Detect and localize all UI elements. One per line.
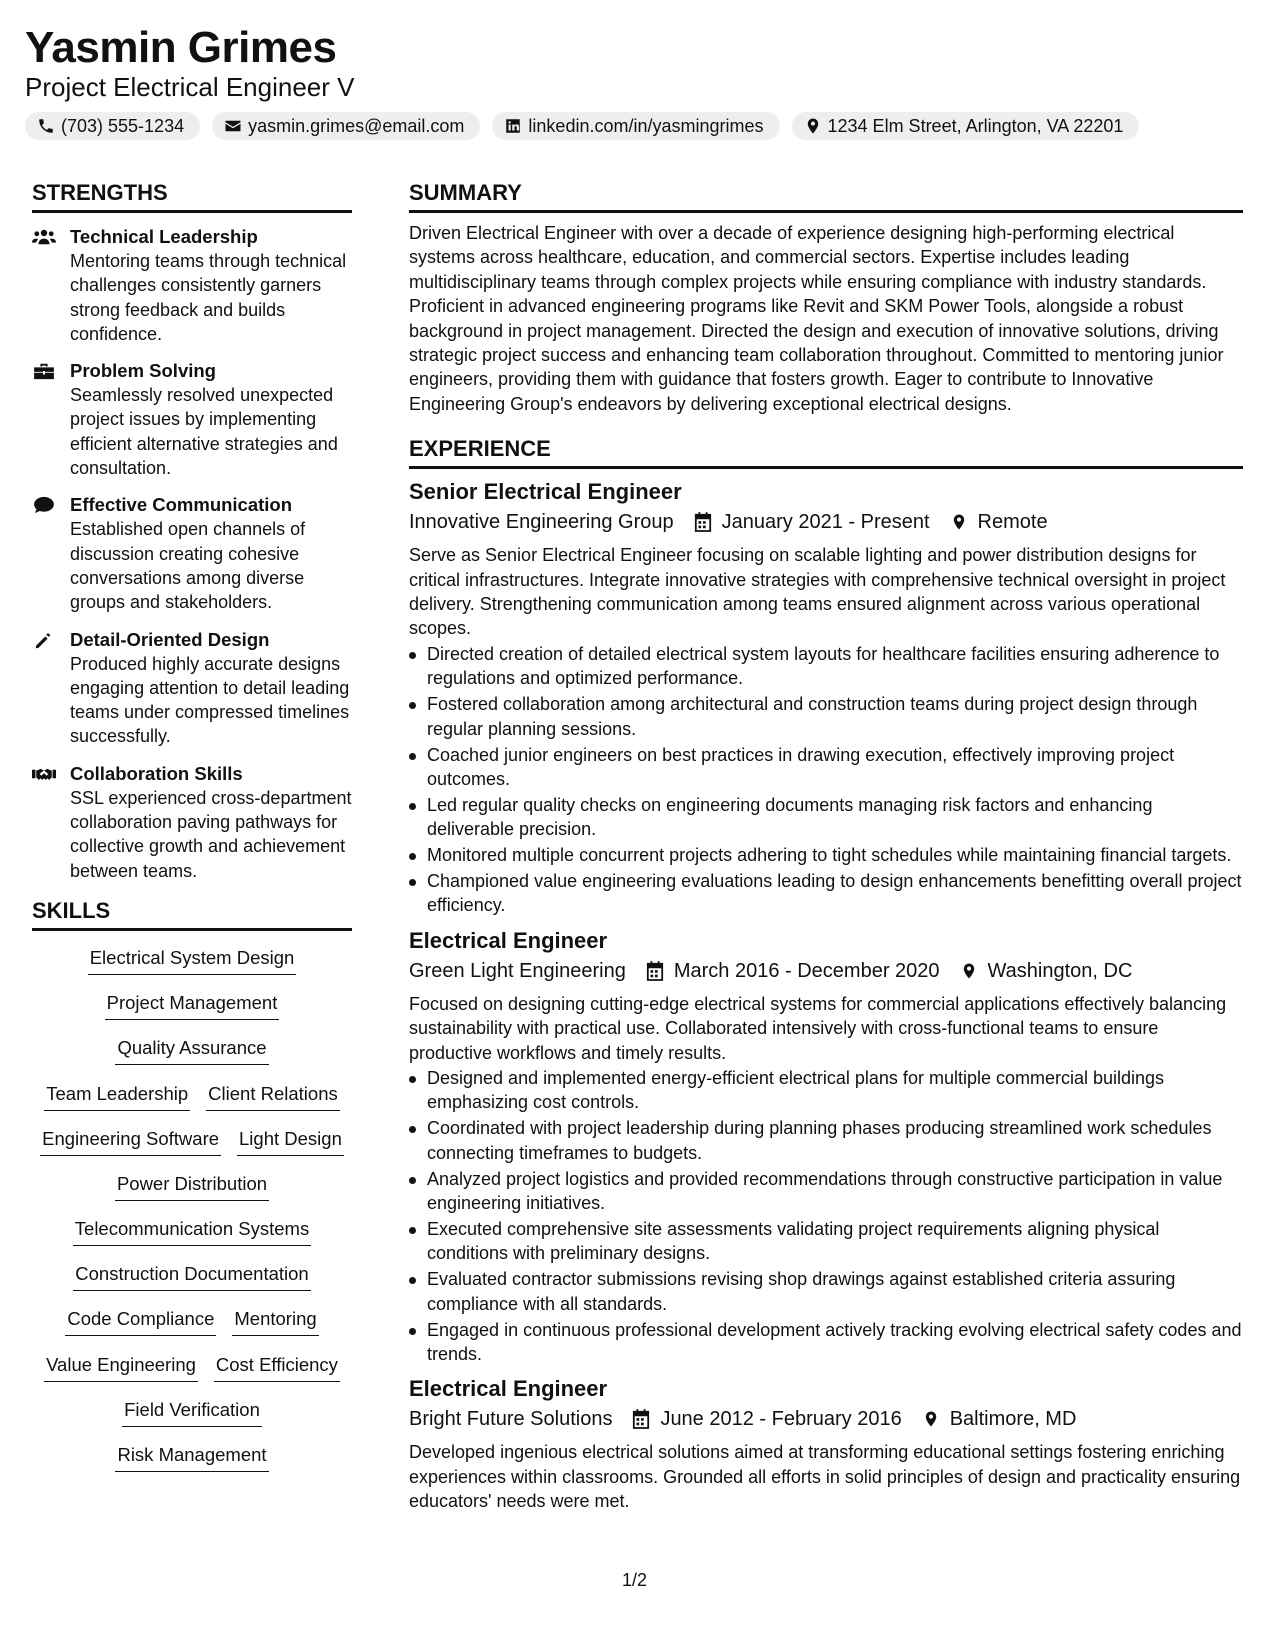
job-location: Remote bbox=[977, 511, 1048, 534]
job-description: Serve as Senior Electrical Engineer focusing on scalable lighting and power distribution designs for critical infrastructures. Integrate innovative strategies with comprehensive technical oversight in project delivery. Strengthening communication among teams ensured alignment across various operational scopes. bbox=[409, 545, 1226, 639]
list-item: Coached junior engineers on best practices in drawing execution, effectively improving project outcomes. bbox=[409, 743, 1243, 792]
strength-title: Problem Solving bbox=[70, 360, 216, 382]
job-location: Washington, DC bbox=[987, 959, 1133, 982]
speech-bubble-icon bbox=[32, 496, 56, 514]
strength-description: Mentoring teams through technical challenges consistently garners strong feedback and builds confidence. bbox=[70, 251, 347, 344]
calendar-icon bbox=[646, 961, 664, 981]
pencil-icon bbox=[32, 631, 56, 649]
skill-tag: Field Verification bbox=[122, 1397, 262, 1427]
job-location: Baltimore, MD bbox=[949, 1408, 1077, 1431]
list-item: Championed value engineering evaluations leading to design enhancements benefitting overall project efficiency. bbox=[409, 869, 1243, 918]
skill-tag: Quality Assurance bbox=[115, 1035, 268, 1065]
skill-tag: Code Compliance bbox=[65, 1306, 216, 1336]
job-bullets bbox=[409, 642, 1243, 918]
users-icon bbox=[32, 228, 56, 246]
skill-tag: Project Management bbox=[105, 990, 280, 1020]
skill-tag: Value Engineering bbox=[44, 1352, 198, 1382]
phone-chip[interactable] bbox=[25, 112, 200, 140]
skill-tag: Team Leadership bbox=[44, 1081, 190, 1111]
skill-tag: Construction Documentation bbox=[73, 1261, 310, 1291]
strength-description: Established open channels of discussion creating cohesive conversations among diverse groups and stakeholders. bbox=[70, 519, 306, 613]
strength-title: Collaboration Skills bbox=[70, 762, 243, 784]
list-item: Designed and implemented energy-efficient electrical plans for multiple commercial buildings emphasizing cost controls. bbox=[409, 1066, 1243, 1115]
address-text: 1234 Elm Street, Arlington, VA 22201 bbox=[827, 115, 1124, 136]
experience-heading: EXPERIENCE bbox=[409, 434, 1243, 469]
handshake-icon bbox=[32, 765, 56, 783]
job-meta bbox=[409, 1404, 1243, 1434]
job-title: Electrical Engineer bbox=[409, 927, 608, 953]
summary-heading: SUMMARY bbox=[409, 178, 1243, 213]
linkedin-chip[interactable] bbox=[492, 112, 779, 140]
contact-bar bbox=[25, 112, 1250, 140]
list-item: Analyzed project logistics and provided recommendations through constructive participation in value engineering initiatives. bbox=[409, 1167, 1243, 1216]
phone-text: (703) 555-1234 bbox=[61, 115, 185, 136]
strength-item bbox=[32, 628, 352, 749]
calendar-icon bbox=[694, 512, 712, 532]
list-item: Executed comprehensive site assessments validating project requirements aligning physical conditions with preliminary designs. bbox=[409, 1217, 1243, 1266]
resume-header bbox=[25, 22, 1250, 140]
job-title: Senior Electrical Engineer bbox=[409, 479, 682, 505]
email-text: yasmin.grimes@email.com bbox=[248, 115, 465, 136]
map-pin-icon bbox=[922, 1409, 940, 1429]
company-name: Innovative Engineering Group bbox=[409, 511, 674, 534]
map-pin-icon bbox=[960, 961, 978, 981]
strength-description: SSL experienced cross-department collaboration paving pathways for collective growth and achievement between teams. bbox=[70, 787, 352, 881]
toolbox-icon bbox=[32, 362, 56, 380]
candidate-name: Yasmin Grimes bbox=[25, 23, 337, 72]
strength-title: Detail-Oriented Design bbox=[70, 628, 270, 650]
skills-list bbox=[32, 941, 352, 1483]
list-item: Evaluated contractor submissions revising shop drawings against established criteria assuring compliance with all standards. bbox=[409, 1267, 1243, 1316]
map-pin-icon bbox=[804, 117, 822, 135]
strength-item bbox=[32, 493, 352, 614]
job-dates: January 2021 - Present bbox=[721, 511, 930, 534]
strength-title: Effective Communication bbox=[70, 494, 293, 516]
envelope-icon bbox=[224, 117, 242, 135]
skill-tag: Risk Management bbox=[115, 1442, 268, 1472]
strength-title: Technical Leadership bbox=[70, 226, 258, 247]
job-entry bbox=[409, 1374, 1243, 1513]
list-item: Fostered collaboration among architectural and construction teams during project design through regular planning sessions. bbox=[409, 692, 1243, 741]
map-pin-icon bbox=[950, 512, 968, 532]
list-item: Engaged in continuous professional development actively tracking evolving electrical safety codes and trends. bbox=[409, 1318, 1243, 1367]
candidate-title: Project Electrical Engineer V bbox=[25, 72, 355, 102]
strength-item bbox=[32, 762, 352, 883]
job-meta bbox=[409, 507, 1243, 537]
phone-icon bbox=[37, 117, 55, 135]
company-name: Green Light Engineering bbox=[409, 959, 626, 982]
strengths-heading: STRENGTHS bbox=[32, 178, 352, 213]
company-name: Bright Future Solutions bbox=[409, 1408, 613, 1431]
strength-item bbox=[32, 359, 352, 480]
strength-description: Produced highly accurate designs engaging attention to detail leading teams under compressed timelines successfully. bbox=[70, 653, 350, 747]
skill-tag: Light Design bbox=[237, 1126, 344, 1156]
right-column bbox=[409, 178, 1243, 1526]
skill-tag: Engineering Software bbox=[40, 1126, 221, 1156]
strength-description: Seamlessly resolved unexpected project issues by implementing efficient alternative strategies and consultation. bbox=[70, 385, 338, 479]
skill-tag: Telecommunication Systems bbox=[73, 1216, 311, 1246]
job-title: Electrical Engineer bbox=[409, 1376, 608, 1402]
list-item: Coordinated with project leadership during planning phases producing streamlined work schedules connecting timeframes to budgets. bbox=[409, 1116, 1243, 1165]
list-item: Monitored multiple concurrent projects adhering to tight schedules while maintaining financial targets. bbox=[409, 843, 1243, 867]
strength-item bbox=[32, 225, 352, 346]
skill-tag: Power Distribution bbox=[115, 1171, 269, 1201]
address-chip bbox=[792, 112, 1140, 140]
skills-heading: SKILLS bbox=[32, 896, 352, 931]
list-item: Directed creation of detailed electrical system layouts for healthcare facilities ensuring adherence to regulations and optimized performance. bbox=[409, 642, 1243, 691]
job-description: Developed ingenious electrical solutions aimed at transforming educational settings fostering enriching experiences within classrooms. Grounded all efforts in solid principles of design and practicality ensuring educators' needs were met. bbox=[409, 1442, 1241, 1512]
job-bullets bbox=[409, 1066, 1243, 1366]
skill-tag: Client Relations bbox=[206, 1081, 340, 1111]
skill-tag: Mentoring bbox=[232, 1306, 318, 1336]
job-entry bbox=[409, 477, 1243, 918]
job-dates: June 2012 - February 2016 bbox=[660, 1408, 902, 1431]
job-description: Focused on designing cutting-edge electrical systems for commercial applications effectively balancing sustainability with practical use. Collaborated intensively with cross-functional teams to ensure productive workflows and timely results. bbox=[409, 993, 1227, 1063]
summary-text: Driven Electrical Engineer with over a decade of experience designing high-performing electrical systems across healthcare, education, and commercial sectors. Expertise includes leading multidisciplinary teams through complex projects while ensuring compliance with industry standards. Proficient in advanced engineering programs like Revit and SKM Power Tools, alongside a robust background in project management. Directed the design and execution of innovative solutions, driving strategic project success and enhancing team collaboration throughout. Committed to mentoring junior engineers, providing them with guidance that fosters growth. Eager to contribute to Innovative Engineering Group's endeavors by delivering exceptional electrical designs. bbox=[409, 223, 1224, 414]
job-entry bbox=[409, 926, 1243, 1367]
linkedin-icon bbox=[504, 117, 522, 135]
list-item: Led regular quality checks on engineering documents managing risk factors and enhancing deliverable precision. bbox=[409, 793, 1243, 842]
job-meta bbox=[409, 956, 1243, 986]
job-dates: March 2016 - December 2020 bbox=[673, 959, 940, 982]
calendar-icon bbox=[632, 1409, 650, 1429]
skill-tag: Cost Efficiency bbox=[214, 1352, 340, 1382]
email-chip[interactable] bbox=[212, 112, 480, 140]
skill-tag: Electrical System Design bbox=[88, 945, 297, 975]
page-number: 1/2 bbox=[622, 1570, 648, 1590]
left-column bbox=[32, 178, 352, 1483]
linkedin-text: linkedin.com/in/yasmingrimes bbox=[528, 115, 764, 136]
